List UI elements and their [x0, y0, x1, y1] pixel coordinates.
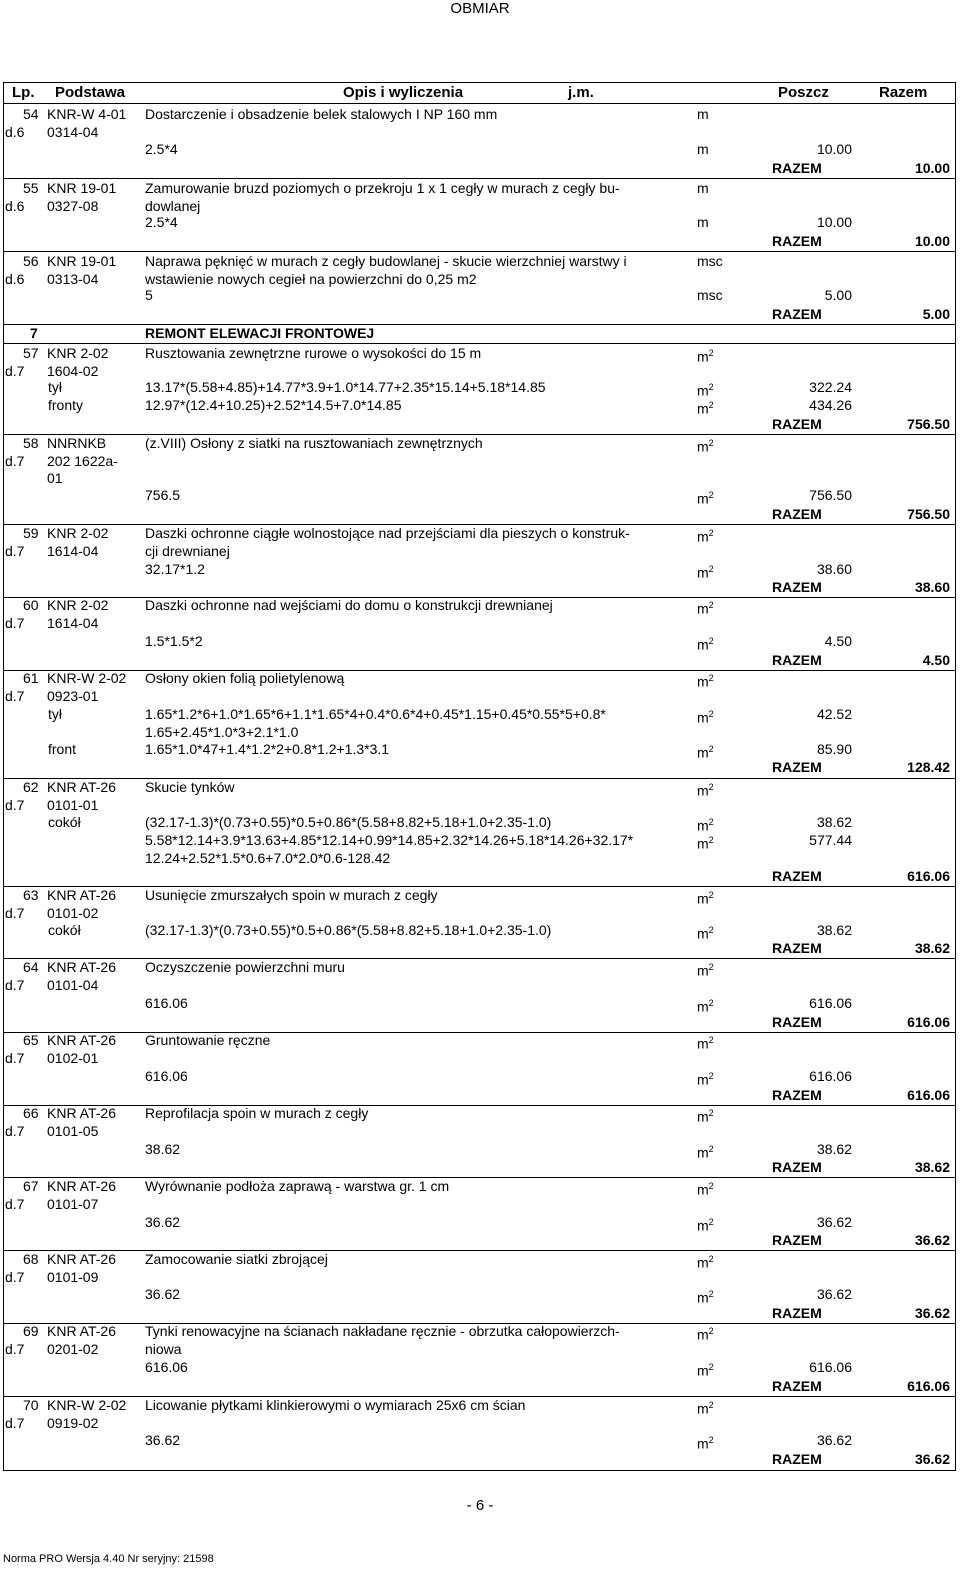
section-number: 7 [30, 325, 38, 341]
calc-expression: 5 [145, 287, 153, 303]
calc-value: 42.52 [816, 706, 852, 722]
calc-value: 756.50 [809, 487, 852, 503]
document-title: OBMIAR [450, 0, 510, 17]
calc-unit: $m^2$ [697, 1071, 714, 1088]
item-basis: KNR AT-26 [47, 1178, 116, 1194]
item-basis-code: 0327-08 [47, 198, 99, 214]
item-description: Oczyszczenie powierzchni muru [145, 959, 345, 975]
razem-value: 36.62 [914, 1232, 950, 1248]
item-basis: KNR AT-26 [47, 779, 116, 795]
calc-expression: 1.65*1.0*47+1.4*1.2*2+0.8*1.2+1.3*3.1 [145, 741, 390, 757]
razem-value: 616.06 [907, 1014, 950, 1030]
item-description: Tynki renowacyjne na ścianach nakładane ręcznie - obrzutka całopowierzch- [145, 1323, 620, 1339]
calc-unit: $m^2$ [697, 998, 714, 1015]
item-description: Skucie tynków [145, 779, 235, 795]
calc-unit: $m^2$ [697, 1217, 714, 1234]
item-chapter: d.7 [5, 1123, 25, 1139]
calc-expression: 616.06 [145, 995, 188, 1011]
calc-unit: $m^2$ [697, 835, 714, 852]
item-chapter: d.6 [5, 124, 25, 140]
item-basis: KNR-W 2-02 [47, 670, 127, 686]
item-basis: KNR 19-01 [47, 180, 117, 196]
calc-value: 5.00 [824, 287, 852, 303]
item-number: 57 [23, 345, 39, 361]
calc-value: 36.62 [816, 1214, 852, 1230]
item-unit: $m^2$ [697, 1108, 714, 1125]
header-lp: Lp. [12, 84, 35, 101]
calc-label: front [48, 741, 77, 757]
header-opis: Opis i wyliczenia [343, 84, 464, 101]
calc-unit: $m^2$ [697, 564, 714, 581]
item-description: Wyrównanie podłoża zaprawą - warstwa gr. 1 cm [145, 1178, 450, 1194]
item-number: 54 [23, 106, 39, 122]
item-unit: $m^2$ [697, 348, 714, 365]
item-number: 64 [23, 959, 39, 975]
razem-value: 10.00 [914, 233, 950, 249]
item-number: 66 [23, 1105, 39, 1121]
item-chapter: d.7 [5, 453, 25, 469]
item-unit: $m^2$ [697, 528, 714, 545]
razem-value: 10.00 [914, 160, 950, 176]
razem-value: 756.50 [907, 506, 950, 522]
calc-expression: 5.58*12.14+3.9*13.63+4.85*12.14+0.99*14.85+2.32*14.26+5.18*14.26+32.17* [145, 832, 634, 848]
calc-value: 85.90 [816, 741, 852, 757]
section-title: REMONT ELEWACJI FRONTOWEJ [145, 325, 375, 341]
item-description: Daszki ochronne ciągłe wolnostojące nad przejściami dla pieszych o konstruk- [145, 525, 630, 541]
calc-value: 10.00 [816, 141, 852, 157]
calc-unit: $m^2$ [697, 709, 714, 726]
razem-value: 36.62 [914, 1451, 950, 1467]
item-chapter: d.7 [5, 363, 25, 379]
section-divider [3, 343, 956, 344]
table-header [3, 82, 956, 104]
calc-expression: 38.62 [145, 1141, 181, 1157]
item-number: 59 [23, 525, 39, 541]
razem-value: 616.06 [907, 1378, 950, 1394]
calc-value: 10.00 [816, 214, 852, 230]
item-basis: KNR 2-02 [47, 345, 109, 361]
calc-unit: $m^2$ [697, 490, 714, 507]
razem-label: RAZEM [772, 940, 822, 956]
item-basis-code: 202 1622a- [47, 453, 118, 469]
item-number: 56 [23, 253, 39, 269]
razem-label: RAZEM [772, 1087, 822, 1103]
page-number: - 6 - [466, 1497, 494, 1514]
calc-expression: 36.62 [145, 1286, 181, 1302]
item-description: Zamurowanie bruzd poziomych o przekroju 1 x 1 cegły w murach z cegły bu- [145, 180, 620, 196]
item-description: (z.VIII) Osłony z siatki na rusztowaniach zewnętrznych [145, 435, 483, 451]
calc-unit: $m^2$ [697, 382, 714, 399]
item-basis-code: 0314-04 [47, 124, 99, 140]
razem-label: RAZEM [772, 306, 822, 322]
razem-label: RAZEM [772, 652, 822, 668]
calc-unit: m [697, 141, 709, 157]
calc-unit: m [697, 214, 709, 230]
calc-unit: msc [697, 287, 723, 303]
calc-expression: 32.17*1.2 [145, 561, 205, 577]
header-jm: j.m. [568, 84, 594, 101]
calc-unit: $m^2$ [697, 400, 714, 417]
item-number: 61 [23, 670, 39, 686]
item-unit: msc [697, 253, 723, 269]
item-basis-code: 1614-04 [47, 543, 99, 559]
item-basis-code: 0101-01 [47, 797, 99, 813]
item-unit: $m^2$ [697, 782, 714, 799]
calc-expression: (32.17-1.3)*(0.73+0.55)*0.5+0.86*(5.58+8.82+5.18+1.0+2.35-1.0) [145, 814, 552, 830]
razem-label: RAZEM [772, 160, 822, 176]
razem-value: 616.06 [907, 868, 950, 884]
item-basis: KNR-W 4-01 [47, 106, 127, 122]
item-unit: $m^2$ [697, 600, 714, 617]
item-unit: $m^2$ [697, 890, 714, 907]
calc-unit: $m^2$ [697, 1289, 714, 1306]
razem-label: RAZEM [772, 1232, 822, 1248]
calc-expression: 12.97*(12.4+10.25)+2.52*14.5+7.0*14.85 [145, 397, 402, 413]
item-number: 63 [23, 887, 39, 903]
item-unit: $m^2$ [697, 1254, 714, 1271]
item-basis: KNR 19-01 [47, 253, 117, 269]
calc-unit: $m^2$ [697, 1435, 714, 1452]
item-chapter: d.7 [5, 1341, 25, 1357]
item-basis-code-cont: 01 [47, 470, 63, 486]
item-description: Zamocowanie siatki zbrojącej [145, 1251, 328, 1267]
item-number: 67 [23, 1178, 39, 1194]
item-unit: $m^2$ [697, 1326, 714, 1343]
calc-expression: 13.17*(5.58+4.85)+14.77*3.9+1.0*14.77+2.35*15.14+5.18*14.85 [145, 379, 546, 395]
item-unit: m [697, 180, 709, 196]
item-number: 62 [23, 779, 39, 795]
calc-expression-cont: 1.65+2.45*1.0*3+2.1*1.0 [145, 724, 299, 740]
item-basis-code: 1604-02 [47, 363, 99, 379]
item-chapter: d.6 [5, 198, 25, 214]
item-chapter: d.7 [5, 977, 25, 993]
calc-expression: 2.5*4 [145, 214, 178, 230]
item-basis: KNR AT-26 [47, 1323, 116, 1339]
calc-value: 322.24 [809, 379, 852, 395]
item-description: Naprawa pęknięć w murach z cegły budowlanej - skucie wierzchniej warstwy i [145, 253, 627, 269]
calc-expression: 36.62 [145, 1214, 181, 1230]
razem-label: RAZEM [772, 759, 822, 775]
item-basis-code: 0101-05 [47, 1123, 99, 1139]
item-number: 58 [23, 435, 39, 451]
razem-label: RAZEM [772, 868, 822, 884]
item-description: wstawienie nowych cegieł na powierzchni do 0,25 m2 [145, 271, 477, 287]
calc-value: 616.06 [809, 1359, 852, 1375]
item-description: Daszki ochronne nad wejściami do domu o konstrukcji drewnianej [145, 597, 553, 613]
item-description: Osłony okien folią polietylenową [145, 670, 345, 686]
item-chapter: d.7 [5, 905, 25, 921]
item-number: 69 [23, 1323, 39, 1339]
item-basis: KNR AT-26 [47, 959, 116, 975]
item-basis-code: 0101-09 [47, 1269, 99, 1285]
item-chapter: d.6 [5, 271, 25, 287]
item-basis: NNRNKB [47, 435, 107, 451]
item-unit: $m^2$ [697, 1400, 714, 1417]
calc-value: 616.06 [809, 1068, 852, 1084]
razem-label: RAZEM [772, 1378, 822, 1394]
calc-value: 434.26 [809, 397, 852, 413]
razem-value: 38.62 [914, 1159, 950, 1175]
calc-value: 36.62 [816, 1432, 852, 1448]
calc-expression: 616.06 [145, 1359, 188, 1375]
header-razem: Razem [879, 84, 928, 101]
item-number: 70 [23, 1397, 39, 1413]
item-basis: KNR-W 2-02 [47, 1397, 127, 1413]
item-unit: $m^2$ [697, 962, 714, 979]
calc-expression: 36.62 [145, 1432, 181, 1448]
calc-value: 38.62 [816, 814, 852, 830]
item-description: Usunięcie zmurszałych spoin w murach z cegły [145, 887, 438, 903]
razem-value: 4.50 [922, 652, 950, 668]
item-basis: KNR AT-26 [47, 1251, 116, 1267]
item-description: Rusztowania zewnętrzne rurowe o wysokości do 15 m [145, 345, 482, 361]
item-description: cji drewnianej [145, 543, 230, 559]
razem-label: RAZEM [772, 416, 822, 432]
razem-value: 616.06 [907, 1087, 950, 1103]
calc-unit: $m^2$ [697, 1362, 714, 1379]
calc-unit: $m^2$ [697, 1144, 714, 1161]
calc-unit: $m^2$ [697, 817, 714, 834]
razem-label: RAZEM [772, 1014, 822, 1030]
item-basis: KNR AT-26 [47, 887, 116, 903]
item-description: dowlanej [145, 198, 201, 214]
item-description: niowa [145, 1341, 182, 1357]
item-description: Reprofilacja spoin w murach z cegły [145, 1105, 369, 1121]
item-basis: KNR 2-02 [47, 525, 109, 541]
item-basis-code: 0313-04 [47, 271, 99, 287]
calc-label: cokół [48, 922, 81, 938]
item-chapter: d.7 [5, 1050, 25, 1066]
item-unit: $m^2$ [697, 673, 714, 690]
item-description: Dostarczenie i obsadzenie belek stalowych I NP 160 mm [145, 106, 498, 122]
item-number: 60 [23, 597, 39, 613]
calc-expression: (32.17-1.3)*(0.73+0.55)*0.5+0.86*(5.58+8.82+5.18+1.0+2.35-1.0) [145, 922, 552, 938]
calc-value: 4.50 [824, 633, 852, 649]
item-unit: $m^2$ [697, 1181, 714, 1198]
razem-value: 38.60 [914, 579, 950, 595]
item-unit: m [697, 106, 709, 122]
item-basis-code: 1614-04 [47, 615, 99, 631]
item-unit: $m^2$ [697, 438, 714, 455]
item-chapter: d.7 [5, 615, 25, 631]
item-chapter: d.7 [5, 1415, 25, 1431]
item-basis: KNR 2-02 [47, 597, 109, 613]
razem-label: RAZEM [772, 579, 822, 595]
razem-label: RAZEM [772, 506, 822, 522]
calc-unit: $m^2$ [697, 636, 714, 653]
item-chapter: d.7 [5, 688, 25, 704]
item-basis-code: 0923-01 [47, 688, 99, 704]
calc-value: 577.44 [809, 832, 852, 848]
calc-expression: 2.5*4 [145, 141, 178, 157]
razem-label: RAZEM [772, 1451, 822, 1467]
item-chapter: d.7 [5, 797, 25, 813]
item-basis: KNR AT-26 [47, 1032, 116, 1048]
razem-value: 128.42 [907, 759, 950, 775]
calc-expression: 756.5 [145, 487, 181, 503]
item-number: 65 [23, 1032, 39, 1048]
calc-label: tył [48, 706, 62, 722]
razem-label: RAZEM [772, 233, 822, 249]
razem-value: 36.62 [914, 1305, 950, 1321]
item-basis-code: 0101-02 [47, 905, 99, 921]
calc-label: tył [48, 379, 62, 395]
razem-label: RAZEM [772, 1305, 822, 1321]
item-number: 68 [23, 1251, 39, 1267]
razem-value: 756.50 [907, 416, 950, 432]
item-basis-code: 0201-02 [47, 1341, 99, 1357]
item-number: 55 [23, 180, 39, 196]
item-basis-code: 0102-01 [47, 1050, 99, 1066]
item-basis-code: 0101-07 [47, 1196, 99, 1212]
item-unit: $m^2$ [697, 1035, 714, 1052]
item-basis-code: 0101-04 [47, 977, 99, 993]
item-chapter: d.7 [5, 543, 25, 559]
row-divider [3, 178, 956, 179]
calc-value: 38.62 [816, 922, 852, 938]
row-divider [3, 251, 956, 252]
calc-label: cokół [48, 814, 81, 830]
calc-value: 36.62 [816, 1286, 852, 1302]
calc-expression: 1.65*1.2*6+1.0*1.65*6+1.1*1.65*4+0.4*0.6*4+0.45*1.15+0.45*0.55*5+0.8* [145, 706, 606, 722]
calc-expression-cont: 12.24+2.52*1.5*0.6+7.0*2.0*0.6-128.42 [145, 850, 391, 866]
calc-unit: $m^2$ [697, 744, 714, 761]
razem-label: RAZEM [772, 1159, 822, 1175]
calc-value: 38.62 [816, 1141, 852, 1157]
header-podstawa: Podstawa [55, 84, 126, 101]
header-poszcz: Poszcz [778, 84, 829, 101]
item-basis: KNR AT-26 [47, 1105, 116, 1121]
item-description: Gruntowanie ręczne [145, 1032, 271, 1048]
footer-text: Norma PRO Wersja 4.40 Nr seryjny: 21598 [3, 1553, 214, 1565]
razem-value: 38.62 [914, 940, 950, 956]
item-chapter: d.7 [5, 1269, 25, 1285]
calc-label: fronty [48, 397, 84, 413]
razem-value: 5.00 [922, 306, 950, 322]
calc-unit: $m^2$ [697, 925, 714, 942]
calc-value: 38.60 [816, 561, 852, 577]
calc-expression: 1.5*1.5*2 [145, 633, 203, 649]
item-description: Licowanie płytkami klinkierowymi o wymiarach 25x6 cm ścian [145, 1397, 526, 1413]
calc-expression: 616.06 [145, 1068, 188, 1084]
item-basis-code: 0919-02 [47, 1415, 99, 1431]
calc-value: 616.06 [809, 995, 852, 1011]
item-chapter: d.7 [5, 1196, 25, 1212]
